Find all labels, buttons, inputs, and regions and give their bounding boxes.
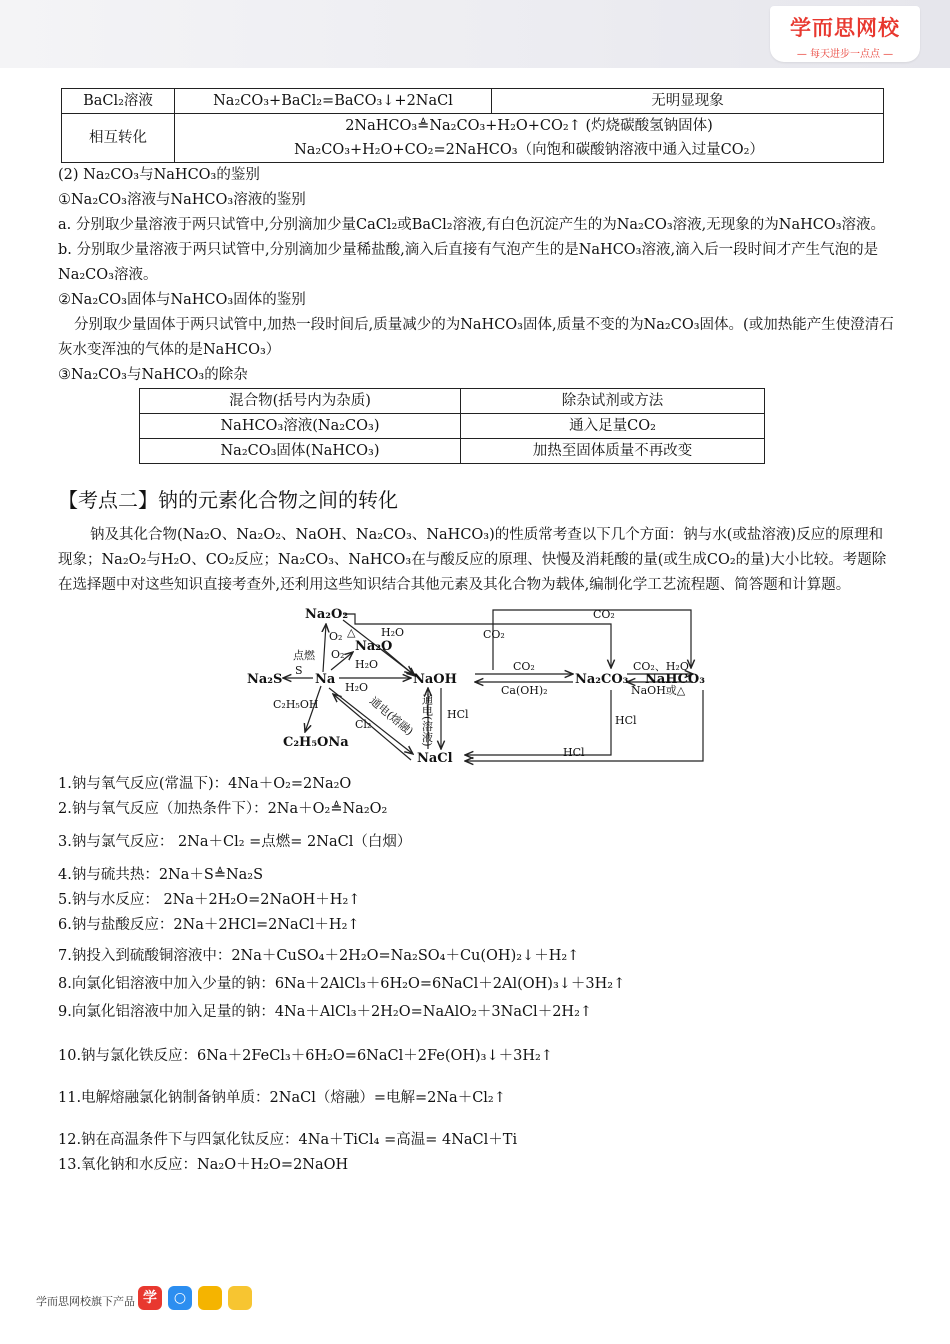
equation: 11.电解熔融氯化钠制备钠单质：2NaCl（熔融）=电解=2Na＋Cl₂↑ bbox=[58, 1090, 506, 1106]
label-hcl-1: HCl bbox=[447, 708, 469, 721]
kaodian-title: 【考点二】钠的元素化合物之间的转化 bbox=[58, 488, 398, 512]
footer-text: 学而思网校旗下产品 bbox=[36, 1295, 135, 1308]
equation: 13.氧化钠和水反应：Na₂O＋H₂O=2NaOH bbox=[58, 1157, 349, 1173]
arrow-na2co3-nacl bbox=[465, 690, 611, 755]
purification-table bbox=[139, 388, 765, 464]
table-cell: NaHCO₃溶液(Na₂CO₃) bbox=[140, 414, 461, 439]
table-header-cell: 除杂试剂或方法 bbox=[461, 389, 765, 414]
label-h2o-top: H₂O bbox=[381, 626, 405, 639]
table-row bbox=[140, 439, 765, 464]
table-cell: BaCl₂溶液 bbox=[62, 89, 175, 114]
equation: 9.向氯化铝溶液中加入足量的钠：4Na＋AlCl₃＋2H₂O=NaAlO₂＋3NaCl＋2H₂↑ bbox=[58, 1004, 593, 1020]
table-row bbox=[140, 414, 765, 439]
label-c2h5oh: C₂H₅OH bbox=[273, 698, 319, 711]
label-naoh-or-delta: NaOH或△ bbox=[631, 684, 686, 697]
equation: 2.钠与氧气反应（加热条件下）：2Na＋O₂≜Na₂O₂ bbox=[58, 801, 388, 817]
brand-name: 学而思网校 bbox=[790, 16, 900, 40]
conversion-line-1: 2NaHCO₃≜Na₂CO₃+H₂O+CO₂↑ (灼烧碳酸氢钠固体) bbox=[345, 118, 713, 134]
xueersi-app-icon[interactable]: 学 bbox=[138, 1286, 162, 1310]
equation: 3.钠与氯气反应： 2Na＋Cl₂ =点燃= 2NaCl（白烟） bbox=[58, 834, 412, 850]
cartoon-app-icon[interactable] bbox=[228, 1286, 252, 1310]
brand-slogan: — 每天进步一点点 — bbox=[796, 49, 894, 60]
label-hcl-3: HCl bbox=[563, 746, 585, 759]
equation-list bbox=[58, 772, 894, 1178]
conversion-line-2: Na₂CO₃+H₂O+CO₂=2NaHCO₃（向饱和碳酸钠溶液中通入过量CO₂） bbox=[294, 142, 764, 158]
label-dianran: 点燃 bbox=[293, 649, 315, 662]
page-footer bbox=[0, 1278, 950, 1344]
label-co2-mid: CO₂ bbox=[513, 660, 535, 673]
equation: 8.向氯化铝溶液中加入少量的钠：6Na＋2AlCl₃＋6H₂O=6NaCl＋2Al(OH)₃↓＋3H₂↑ bbox=[58, 976, 626, 992]
label-hcl-2: HCl bbox=[615, 714, 637, 727]
label-electrolysis-melt: 通电(熔融) bbox=[367, 694, 416, 739]
node-c2h5ona: C₂H₅ONa bbox=[283, 735, 349, 750]
label-s: S bbox=[295, 664, 303, 677]
label-o2: O₂ bbox=[329, 630, 343, 643]
node-na2o: Na₂O bbox=[355, 639, 393, 654]
table-header-row bbox=[140, 389, 765, 414]
node-nacl: NaCl bbox=[417, 751, 453, 766]
subsection-title: ③Na₂CO₃与NaHCO₃的除杂 bbox=[58, 367, 248, 383]
kids-app-icon[interactable] bbox=[198, 1286, 222, 1310]
section-title: (2) Na₂CO₃与NaHCO₃的鉴别 bbox=[58, 167, 260, 183]
label-co2h2o: CO₂、H₂O bbox=[633, 660, 689, 673]
label-delta: △ bbox=[347, 626, 356, 639]
label-co2-top2: CO₂ bbox=[593, 608, 615, 621]
paragraph: 分别取少量固体于两只试管中,加热一段时间后,质量减少的为NaHCO₃固体,质量不变的为Na₂CO₃固体。(或加热能产生使澄清石灰水变浑浊的气体的是NaHCO₃） bbox=[58, 317, 894, 358]
node-na: Na bbox=[315, 672, 336, 687]
arrow-na-na2o2 bbox=[323, 624, 326, 672]
equation: 5.钠与水反应： 2Na＋2H₂O=2NaOH＋H₂↑ bbox=[58, 892, 361, 908]
subsection-title: ②Na₂CO₃固体与NaHCO₃固体的鉴别 bbox=[58, 292, 306, 308]
node-na2s: Na₂S bbox=[247, 672, 283, 687]
page-header bbox=[0, 0, 950, 68]
label-co2-top1: CO₂ bbox=[483, 628, 505, 641]
subsection-title: ①Na₂CO₃溶液与NaHCO₃溶液的鉴别 bbox=[58, 192, 306, 208]
label-caoh2: Ca(OH)₂ bbox=[501, 684, 548, 697]
node-naoh: NaOH bbox=[413, 672, 457, 687]
property-table bbox=[61, 88, 884, 163]
equation: 7.钠投入到硫酸铜溶液中：2Na＋CuSO₄＋2H₂O=Na₂SO₄＋Cu(OH)₂↓＋H₂↑ bbox=[58, 948, 580, 964]
equation: 1.钠与氧气反应(常温下)：4Na＋O₂=2Na₂O bbox=[58, 776, 352, 792]
label-o2-2: O₂ bbox=[331, 648, 345, 661]
table-cell: Na₂CO₃固体(NaHCO₃) bbox=[140, 439, 461, 464]
node-na2o2: Na₂O₂ bbox=[305, 607, 349, 622]
label-cl2: Cl₂ bbox=[355, 718, 372, 731]
chat-app-icon[interactable]: ○ bbox=[168, 1286, 192, 1310]
brand-logo[interactable] bbox=[770, 6, 920, 62]
equation: 12.钠在高温条件下与四氯化钛反应：4Na＋TiCl₄ =高温= 4NaCl＋Ti bbox=[58, 1132, 518, 1148]
paragraph: b. 分别取少量溶液于两只试管中,分别滴加少量稀盐酸,滴入后直接有气泡产生的是NaHCO₃溶液,滴入后一段时间才产生气泡的是Na₂CO₃溶液。 bbox=[58, 242, 879, 283]
table-cell: 相互转化 bbox=[62, 114, 175, 163]
equation: 6.钠与盐酸反应：2Na＋2HCl=2NaCl＋H₂↑ bbox=[58, 917, 360, 933]
document-body bbox=[58, 88, 894, 1178]
table-cell: 通入足量CO₂ bbox=[461, 414, 765, 439]
node-nahco3: NaHCO₃ bbox=[645, 672, 705, 687]
table-cell bbox=[175, 114, 884, 163]
equation: 4.钠与硫共热：2Na＋S≜Na₂S bbox=[58, 867, 264, 883]
intro-paragraph: 钠及其化合物(Na₂O、Na₂O₂、NaOH、Na₂CO₃、NaHCO₃)的性质常考查以下几个方面：钠与水(或盐溶液)反应的原理和现象；Na₂O₂与H₂O、CO₂反应；Na₂CO₃、NaHCO₃在与酸反应的原理、快慢及消耗酸的量(或生成CO₂的量)大小比较。考题除在选择题中对这些知识直接考查外,还利用这些知识结合其他元素及其化合物为载体,编制化学工艺流程题、简答题和计算题。 bbox=[58, 527, 887, 593]
table-cell: Na₂CO₃+BaCl₂=BaCO₃↓+2NaCl bbox=[175, 89, 492, 114]
paragraph: a. 分别取少量溶液于两只试管中,分别滴加少量CaCl₂或BaCl₂溶液,有白色沉淀产生的为Na₂CO₃溶液,无现象的为NaHCO₃溶液。 bbox=[58, 217, 886, 233]
node-na2co3: Na₂CO₃ bbox=[575, 672, 629, 687]
label-h2o-mid: H₂O bbox=[355, 658, 379, 671]
equation: 10.钠与氯化铁反应：6Na＋2FeCl₃＋6H₂O=6NaCl＋2Fe(OH)₃↓＋3H₂↑ bbox=[58, 1048, 553, 1064]
table-header-cell: 混合物(括号内为杂质) bbox=[140, 389, 461, 414]
table-row bbox=[62, 114, 884, 163]
table-cell: 加热至固体质量不再改变 bbox=[461, 439, 765, 464]
table-row bbox=[62, 89, 884, 114]
table-cell: 无明显现象 bbox=[492, 89, 884, 114]
sodium-conversion-diagram bbox=[243, 604, 713, 766]
label-h2o-low: H₂O bbox=[345, 681, 369, 694]
label-electrolysis-soln: 通电(溶液) bbox=[420, 694, 434, 747]
